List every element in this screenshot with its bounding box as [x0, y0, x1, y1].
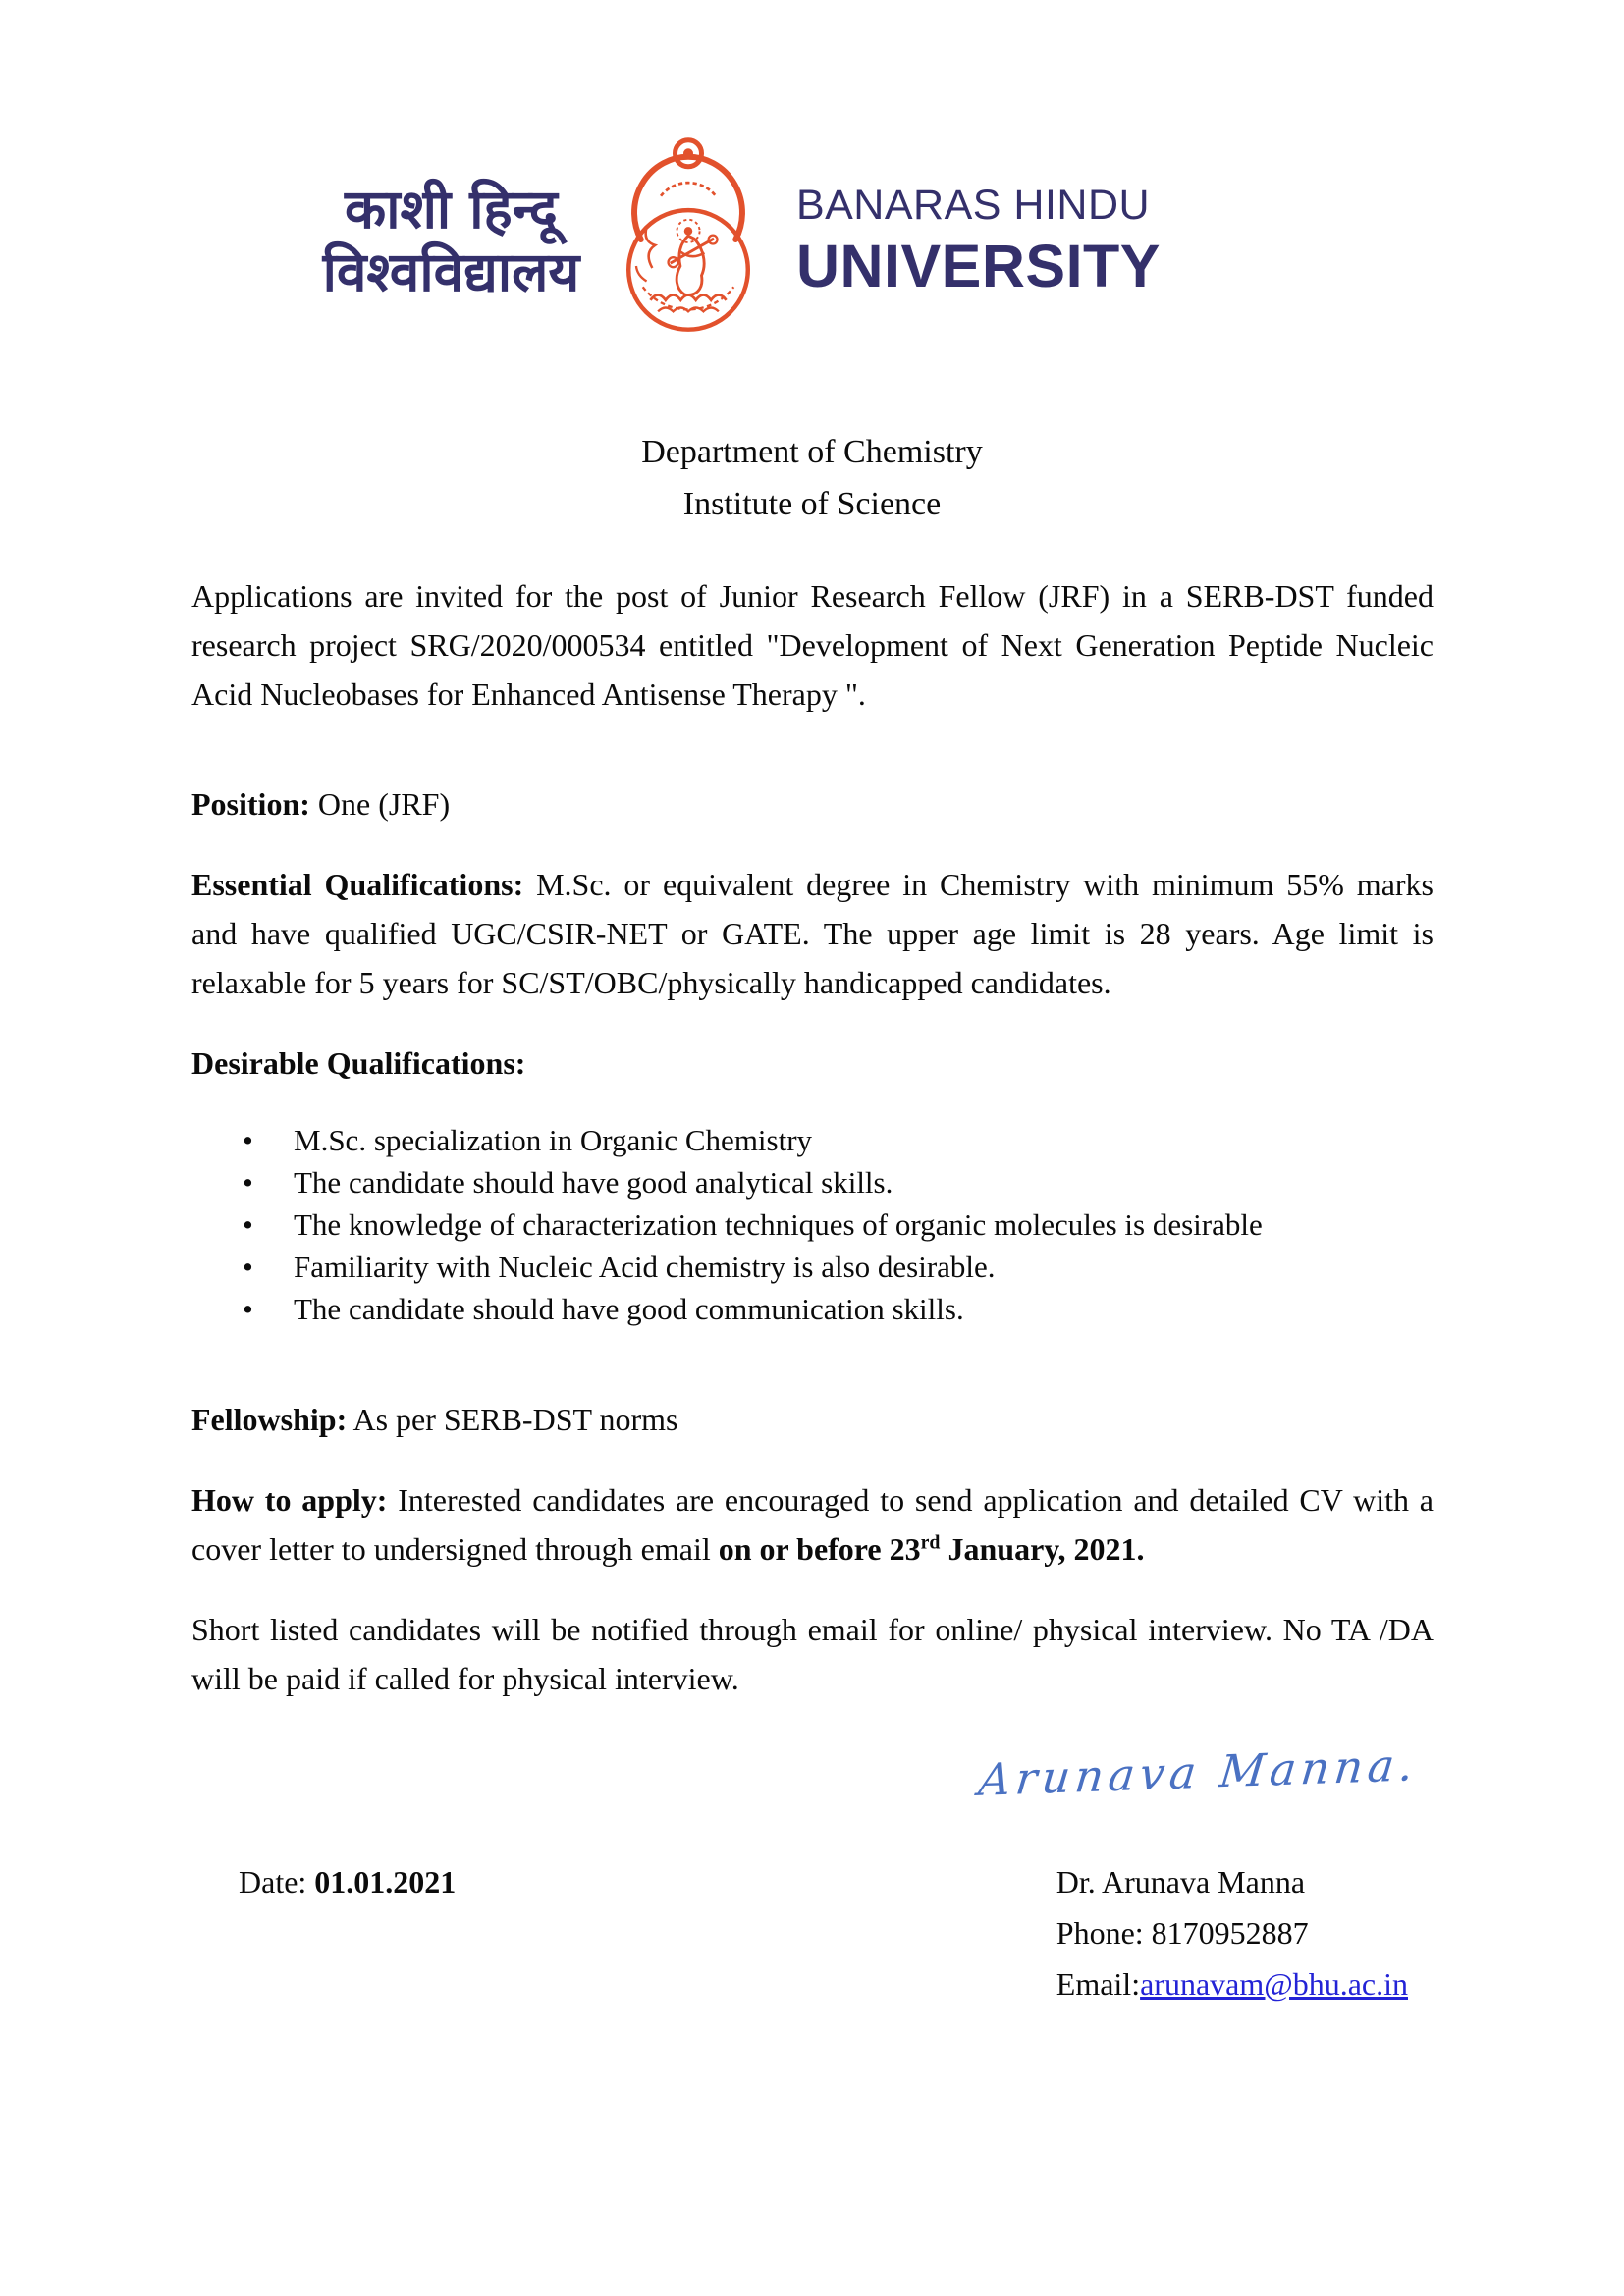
- list-item-text: M.Sc. specialization in Organic Chemistry: [294, 1123, 813, 1157]
- phone-label: Phone:: [1056, 1915, 1152, 1950]
- handwritten-signature: Arunava Manna.: [975, 1738, 1421, 1806]
- list-item: [191, 1203, 1434, 1246]
- intro-paragraph: Applications are invited for the post of Junior Research Fellow (JRF) in a SERB-DST funded research project SRG/2020/000534 entitled "Development of Next Generation Peptide Nucleic Acid Nucleobases for Enhanced Antisense Therapy ".: [191, 578, 1434, 712]
- how-to-apply-paragraph: [191, 1475, 1434, 1574]
- contact-block: [1056, 1856, 1408, 2009]
- fellowship-value: As per SERB-DST norms: [347, 1402, 678, 1437]
- fellowship-line: [191, 1395, 1434, 1444]
- position-line: [191, 779, 1434, 828]
- bullet-icon: •: [243, 1207, 253, 1242]
- footer-row: [191, 1856, 1434, 2009]
- apply-text: Interested candidates are encouraged to send application and detailed CV with a cover letter to undersigned through email: [191, 1482, 1435, 1567]
- email-label: Email:: [1056, 1966, 1141, 2002]
- list-item-text: The knowledge of characterization techniques of organic molecules is desirable: [294, 1207, 1263, 1242]
- contact-phone-line: [1056, 1907, 1408, 1958]
- devanagari-line2: विश्वविद्यालय: [322, 240, 580, 303]
- deadline-ordinal: rd: [920, 1531, 941, 1554]
- position-label: Position:: [191, 786, 310, 822]
- date-label: Date:: [239, 1864, 315, 1899]
- date-value: 01.01.2021: [314, 1864, 457, 1899]
- university-name-line2: UNIVERSITY: [795, 232, 1161, 299]
- deadline-day: on or before 23: [718, 1531, 921, 1567]
- title-institute: Institute of Science: [682, 486, 942, 522]
- bullet-icon: •: [243, 1292, 253, 1326]
- bullet-icon: •: [243, 1250, 253, 1284]
- list-item-text: The candidate should have good analytical skills.: [294, 1165, 893, 1200]
- position-value: One (JRF): [309, 786, 451, 822]
- apply-deadline: [719, 1531, 1145, 1567]
- email-link[interactable]: arunavam@bhu.ac.in: [1140, 1966, 1408, 2002]
- list-item: [191, 1246, 1434, 1288]
- list-item-text: The candidate should have good communication skills.: [294, 1292, 964, 1326]
- shortlist-paragraph: Short listed candidates will be notified through email for online/ physical interview. No TA /DA will be paid if called for physical interview.: [191, 1612, 1434, 1696]
- devanagari-line1: काशी हिन्दू: [345, 178, 558, 240]
- fellowship-label: Fellowship:: [191, 1402, 348, 1437]
- title-department: Department of Chemistry: [641, 434, 983, 470]
- university-letterhead: [316, 133, 1161, 347]
- document-body: [0, 571, 1624, 2009]
- university-name-devanagari: [316, 178, 586, 303]
- deadline-month-year: January, 2021.: [940, 1531, 1145, 1567]
- desirable-qualifications-heading: Desirable Qualifications:: [191, 1045, 526, 1081]
- document-title: [0, 426, 1624, 530]
- university-name-english: [790, 182, 1161, 300]
- essential-label: Essential Qualifications:: [191, 867, 524, 902]
- university-name-line1: BANARAS HINDU: [795, 181, 1151, 229]
- contact-email-line: [1056, 1958, 1408, 2009]
- bullet-icon: •: [243, 1165, 253, 1200]
- apply-label: How to apply:: [191, 1482, 388, 1518]
- bhu-emblem-icon: [592, 133, 785, 347]
- bullet-icon: •: [243, 1123, 253, 1157]
- list-item-text: Familiarity with Nucleic Acid chemistry is also desirable.: [294, 1250, 996, 1284]
- date-line: [239, 1856, 456, 2009]
- desirable-qualifications-list: [191, 1119, 1434, 1330]
- phone-value: 8170952887: [1151, 1915, 1309, 1950]
- signature-row: [191, 1738, 1434, 1848]
- list-item: [191, 1288, 1434, 1330]
- contact-name: Dr. Arunava Manna: [1056, 1864, 1306, 1899]
- essential-qualifications-paragraph: [191, 860, 1434, 1007]
- list-item: [191, 1161, 1434, 1203]
- essential-text: M.Sc. or equivalent degree in Chemistry with minimum 55% marks and have qualified UGC/CSIR-NET or GATE. The upper age limit is 28 years. Age limit is relaxable for 5 years for SC/ST/OBC/physically handicapped candidates.: [191, 867, 1435, 1000]
- list-item: [191, 1119, 1434, 1161]
